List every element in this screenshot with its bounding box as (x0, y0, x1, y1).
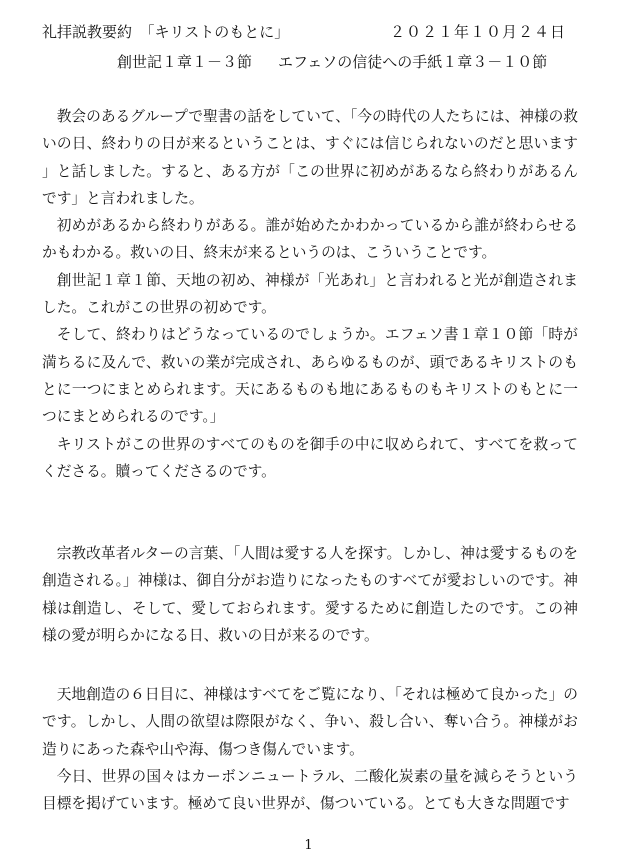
page-number: 1 (304, 838, 313, 853)
paragraph: 教会のあるグループで聖書の話をしていて、「今の時代の人たちには、神様の救いの日、終わりの日が来るということは、すぐには信じられないのだと思います」と話しました。すると、ある方が「この世界に初めがあるなら終わりがあるんです」と言われました。 (42, 108, 578, 207)
sermon-title: 礼拝説教要約 「キリストのもとに」 (42, 23, 290, 41)
paragraph: 天地創造の６日目に、神様はすべてをご覧になり、「それは極めて良かった」のです。しかし、人間の欲望は際限がなく、争い、殺し合い、奪い合う。神様がお造りにあった森や山や海、傷つき傷んでいます。 (42, 686, 578, 758)
scripture-references (117, 52, 547, 72)
paragraph: 初めがあるから終わりがある。誰が始めたかわかっているから誰が終わらせるかもわかる。救いの日、終末が来るというのは、こういうことです。 (42, 217, 578, 262)
body-section-2 (42, 540, 578, 649)
body-section-3 (42, 681, 578, 817)
sermon-date: ２０２１年１０月２４日 (390, 23, 567, 41)
body-section-1 (42, 103, 578, 485)
scripture-reference-genesis: 創世記１章１－３節 (117, 53, 253, 71)
paragraph: 宗教改革者ルターの言葉、「人間は愛する人を探す。しかし、神は愛するものを創造される。」神様は、御自分がお造りになったものすべてが愛おしいのです。神様は創造し、そして、愛しておられます。愛するために創造したのです。この神様の愛が明らかになる日、救いの日が来るのです。 (42, 545, 578, 644)
paragraph: 創世記１章１節、天地の初め、神様が「光あれ」と言われると光が創造されました。これがこの世界の初めです。 (42, 271, 578, 317)
paragraph: キリストがこの世界のすべてのものを御手の中に収められて、すべてを救ってくださる。贖ってくださるのです。 (42, 435, 578, 480)
paragraph: 今日、世界の国々はカーボンニュートラル、二酸化炭素の量を減らそうという目標を掲げています。極めて良い世界が、傷ついている。とても大きな問題です (42, 767, 578, 813)
scripture-reference-ephesians: エフェソの信徒への手紙１章３－１０節 (278, 53, 548, 71)
paragraph: そして、終わりはどうなっているのでしょうか。エフェソ書１章１０節「時が満ちるに及んで、救いの業が完成され、あらゆるものが、頭であるキリストのもとに一つにまとめられます。天にあるものも地にあるものもキリストのもとに一つにまとめられるのです。」 (42, 326, 578, 426)
